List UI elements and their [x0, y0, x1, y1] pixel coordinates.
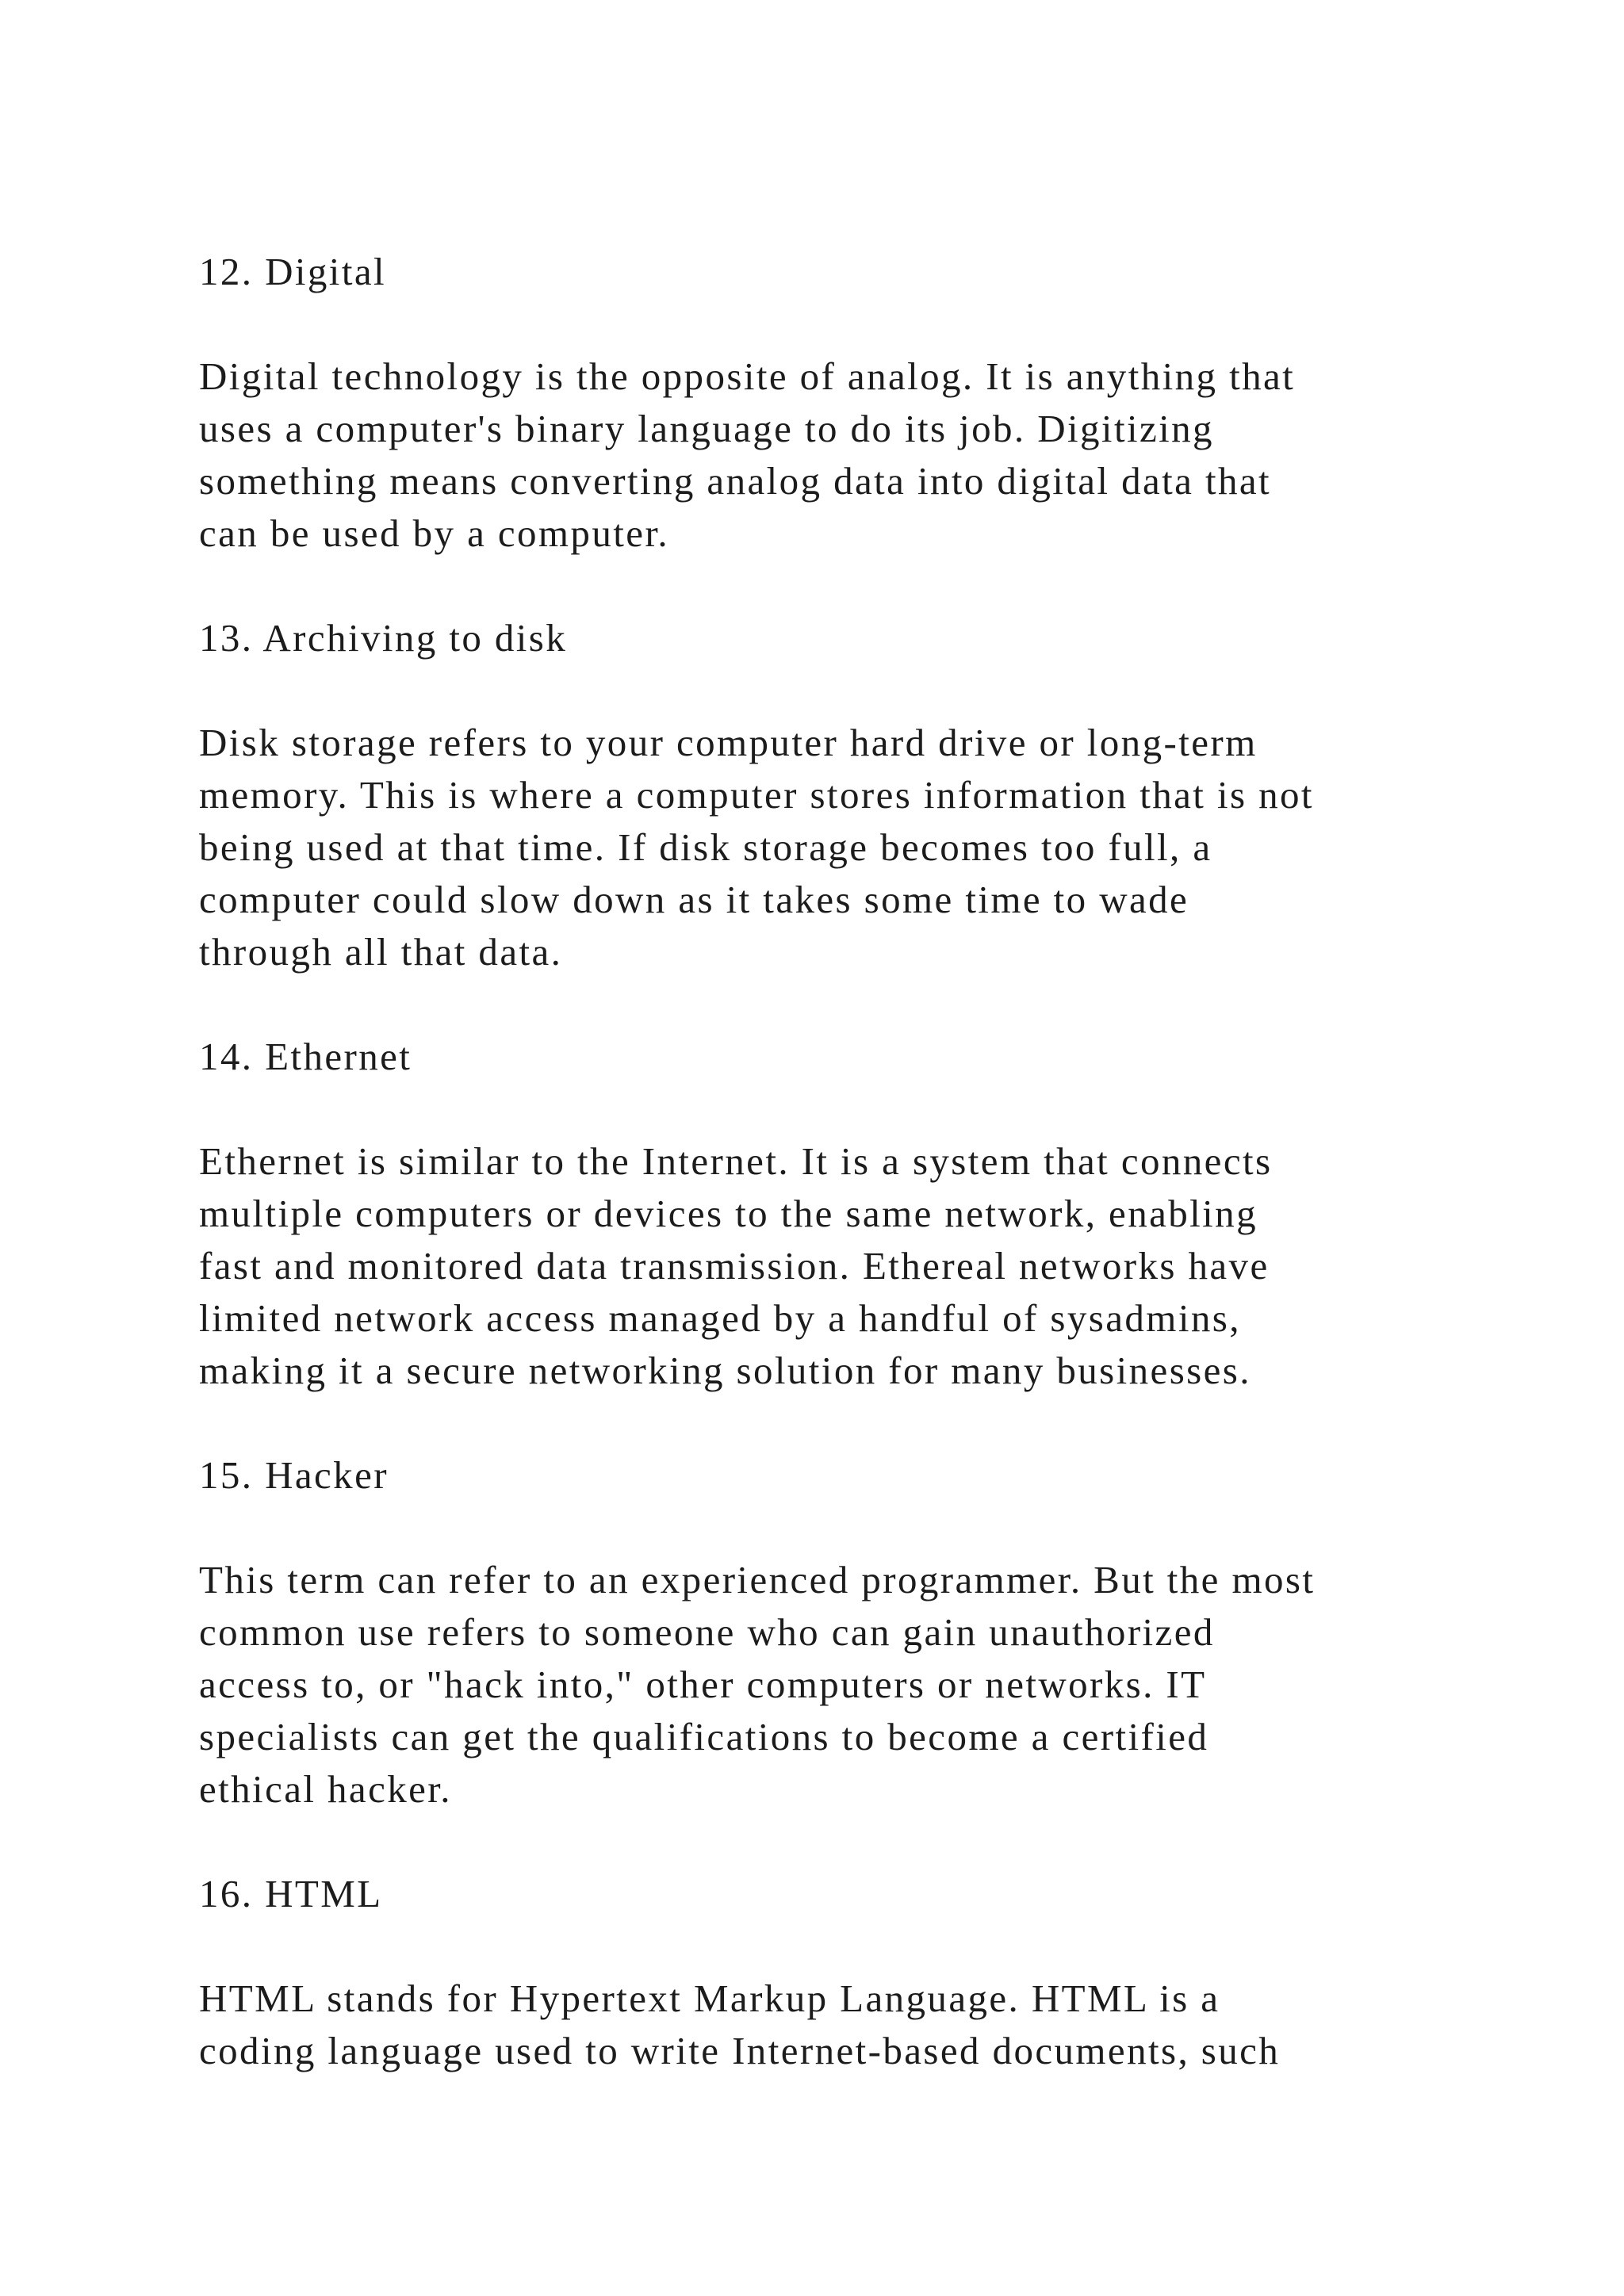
section-body-archiving-to-disk: Disk storage refers to your computer hard drive or long-term memory. This is where a computer stores information that is not being used at that time. If disk storage becomes too full, a computer could slow down as it takes some time to wade through all that data.	[199, 721, 1314, 974]
section-body-digital: Digital technology is the opposite of analog. It is anything that uses a computer's binary language to do its job. Digitizing something means converting analog data into digital data that can be used by a computer.	[199, 354, 1296, 555]
section-heading-ethernet: 14. Ethernet	[199, 1035, 412, 1078]
section-heading-hacker: 15. Hacker	[199, 1453, 389, 1497]
document-body	[199, 246, 1484, 2077]
section-body-html: HTML stands for Hypertext Markup Language. HTML is a coding language used to write Internet-based documents, such	[199, 1976, 1281, 2072]
section-body-ethernet: Ethernet is similar to the Internet. It is a system that connects multiple computers or devices to the same network, enabling fast and monitored data transmission. Ethereal networks have limited network access managed by a handful of sysadmins, making it a secure networking solution for many businesses.	[199, 1139, 1273, 1392]
section-heading-archiving-to-disk: 13. Archiving to disk	[199, 616, 568, 660]
section-heading-digital: 12. Digital	[199, 250, 386, 293]
section-body-hacker: This term can refer to an experienced programmer. But the most common use refers to someone who can gain unauthorized access to, or "hack into," other computers or networks. IT specialists can get the qualifications to become a certified ethical hacker.	[199, 1558, 1316, 1811]
section-heading-html: 16. HTML	[199, 1872, 383, 1915]
